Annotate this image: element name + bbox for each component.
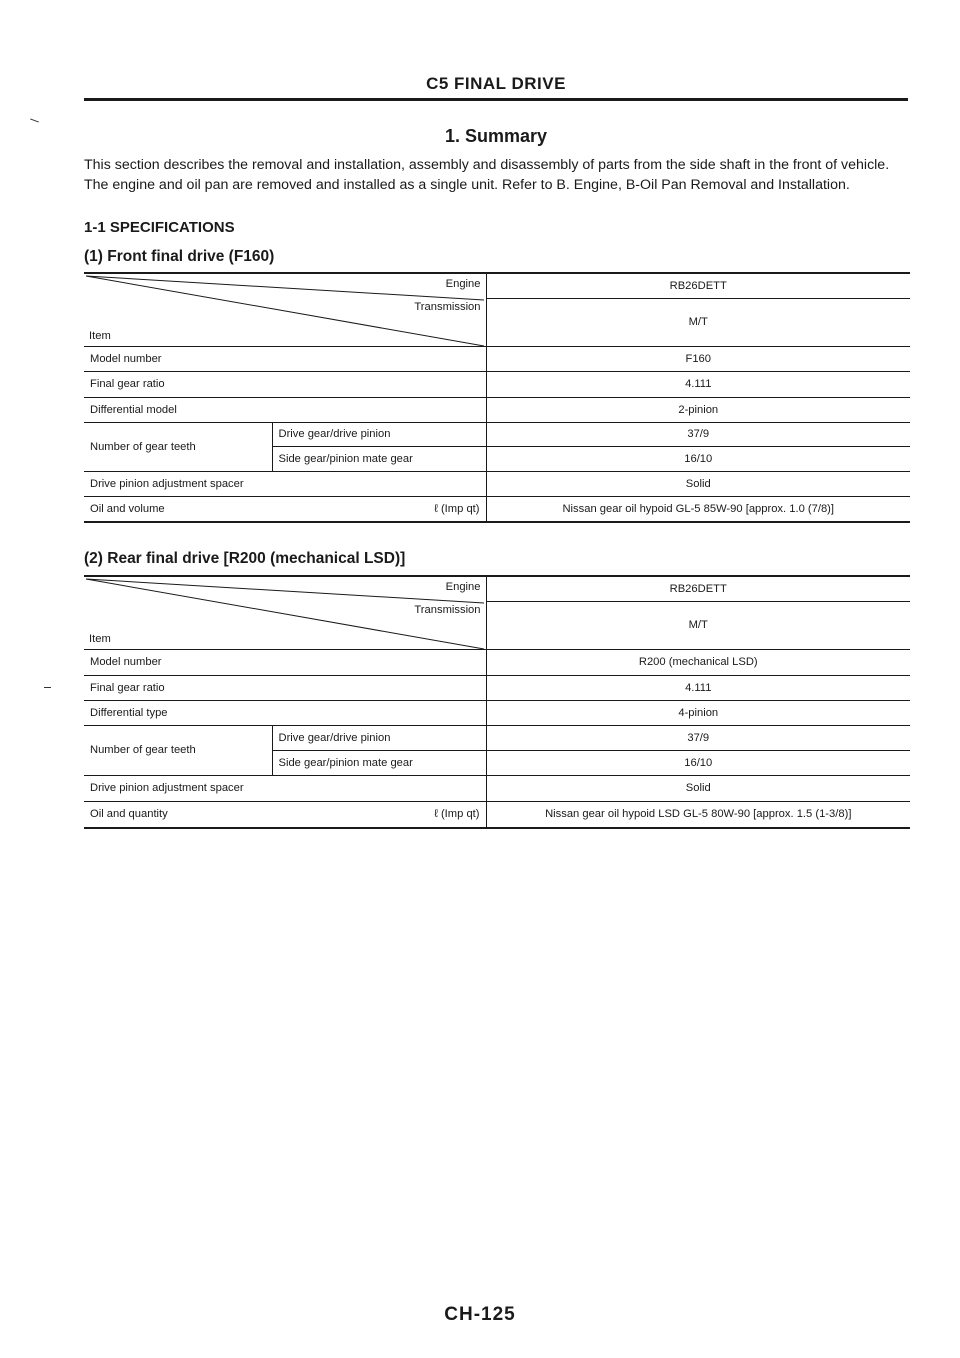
header-diagonal-cell [84,576,486,649]
table-row [84,649,910,675]
table-row [84,371,910,397]
spacer-value: Solid [486,775,910,801]
spacer-value: Solid [486,471,910,496]
spacer-label: Drive pinion adjustment spacer [84,775,486,801]
teeth-label: Number of gear teeth [84,725,272,775]
model-label: Model number [84,346,486,371]
side-gear-value: 16/10 [486,446,910,471]
model-value: F160 [486,346,910,371]
page-header: C5 FINAL DRIVE [426,74,566,93]
oil-label-cell [84,496,486,522]
spacer-label: Drive pinion adjustment spacer [84,471,486,496]
table-row [84,273,910,298]
table-row [84,700,910,725]
table-row [84,346,910,371]
transmission-value: M/T [486,298,910,346]
drive-gear-value: 37/9 [486,725,910,750]
front-table-heading: (1) Front final drive (F160) [84,248,275,265]
margin-mark [44,687,51,688]
page-number: CH-125 [444,1304,516,1325]
table-row [84,397,910,422]
oil-label-cell [84,801,486,828]
table-row [84,576,910,601]
item-label: Item [89,329,111,342]
oil-label: Oil and volume [90,502,165,515]
drive-gear-label: Drive gear/drive pinion [272,422,486,446]
ratio-label: Final gear ratio [84,675,486,700]
ratio-label: Final gear ratio [84,371,486,397]
rear-table-heading: (2) Rear final drive [R200 (mechanical LSD)] [84,550,406,567]
model-value: R200 (mechanical LSD) [486,649,910,675]
rear-spec-table [84,575,910,829]
oil-unit: ℓ (Imp qt) [434,808,480,821]
oil-unit: ℓ (Imp qt) [434,502,480,515]
table-row [84,775,910,801]
engine-value: RB26DETT [486,576,910,601]
engine-value: RB26DETT [486,273,910,298]
oil-label: Oil and quantity [90,808,168,821]
table-row [84,725,910,750]
side-gear-label: Side gear/pinion mate gear [272,750,486,775]
transmission-label: Transmission [414,604,481,616]
engine-label: Engine [445,278,481,290]
transmission-label: Transmission [414,301,481,313]
transmission-value: M/T [486,601,910,649]
engine-label: Engine [445,581,481,593]
side-gear-value: 16/10 [486,750,910,775]
table-row [84,422,910,446]
oil-value: Nissan gear oil hypoid LSD GL-5 80W-90 [approx. 1.5 (1-3/8)] [486,801,910,828]
diff-value: 4-pinion [486,700,910,725]
section-title: 1. Summary [444,126,548,146]
table-row [84,675,910,700]
side-gear-label: Side gear/pinion mate gear [272,446,486,471]
margin-mark [30,118,39,122]
intro-paragraph: This section describes the removal and installation, assembly and disassembly of parts from the side shaft in the front of vehicle. The engine and oil pan are removed and installed as a single unit. Refer to B. Engine, B-Oil Pan Removal and Installation. [84,157,890,193]
table-row [84,801,910,828]
drive-gear-label: Drive gear/drive pinion [272,725,486,750]
drive-gear-value: 37/9 [486,422,910,446]
table-row [84,471,910,496]
item-label: Item [89,632,111,645]
header-diagonal-cell [84,273,486,346]
ratio-value: 4.111 [486,371,910,397]
teeth-label: Number of gear teeth [84,422,272,471]
oil-value: Nissan gear oil hypoid GL-5 85W-90 [approx. 1.0 (7/8)] [486,496,910,522]
table-row [84,496,910,522]
diff-value: 2-pinion [486,397,910,422]
diff-label: Differential type [84,700,486,725]
specifications-heading: 1-1 SPECIFICATIONS [84,219,235,236]
front-spec-table [84,272,910,523]
diff-label: Differential model [84,397,486,422]
model-label: Model number [84,649,486,675]
ratio-value: 4.111 [486,675,910,700]
header-rule [84,98,908,101]
